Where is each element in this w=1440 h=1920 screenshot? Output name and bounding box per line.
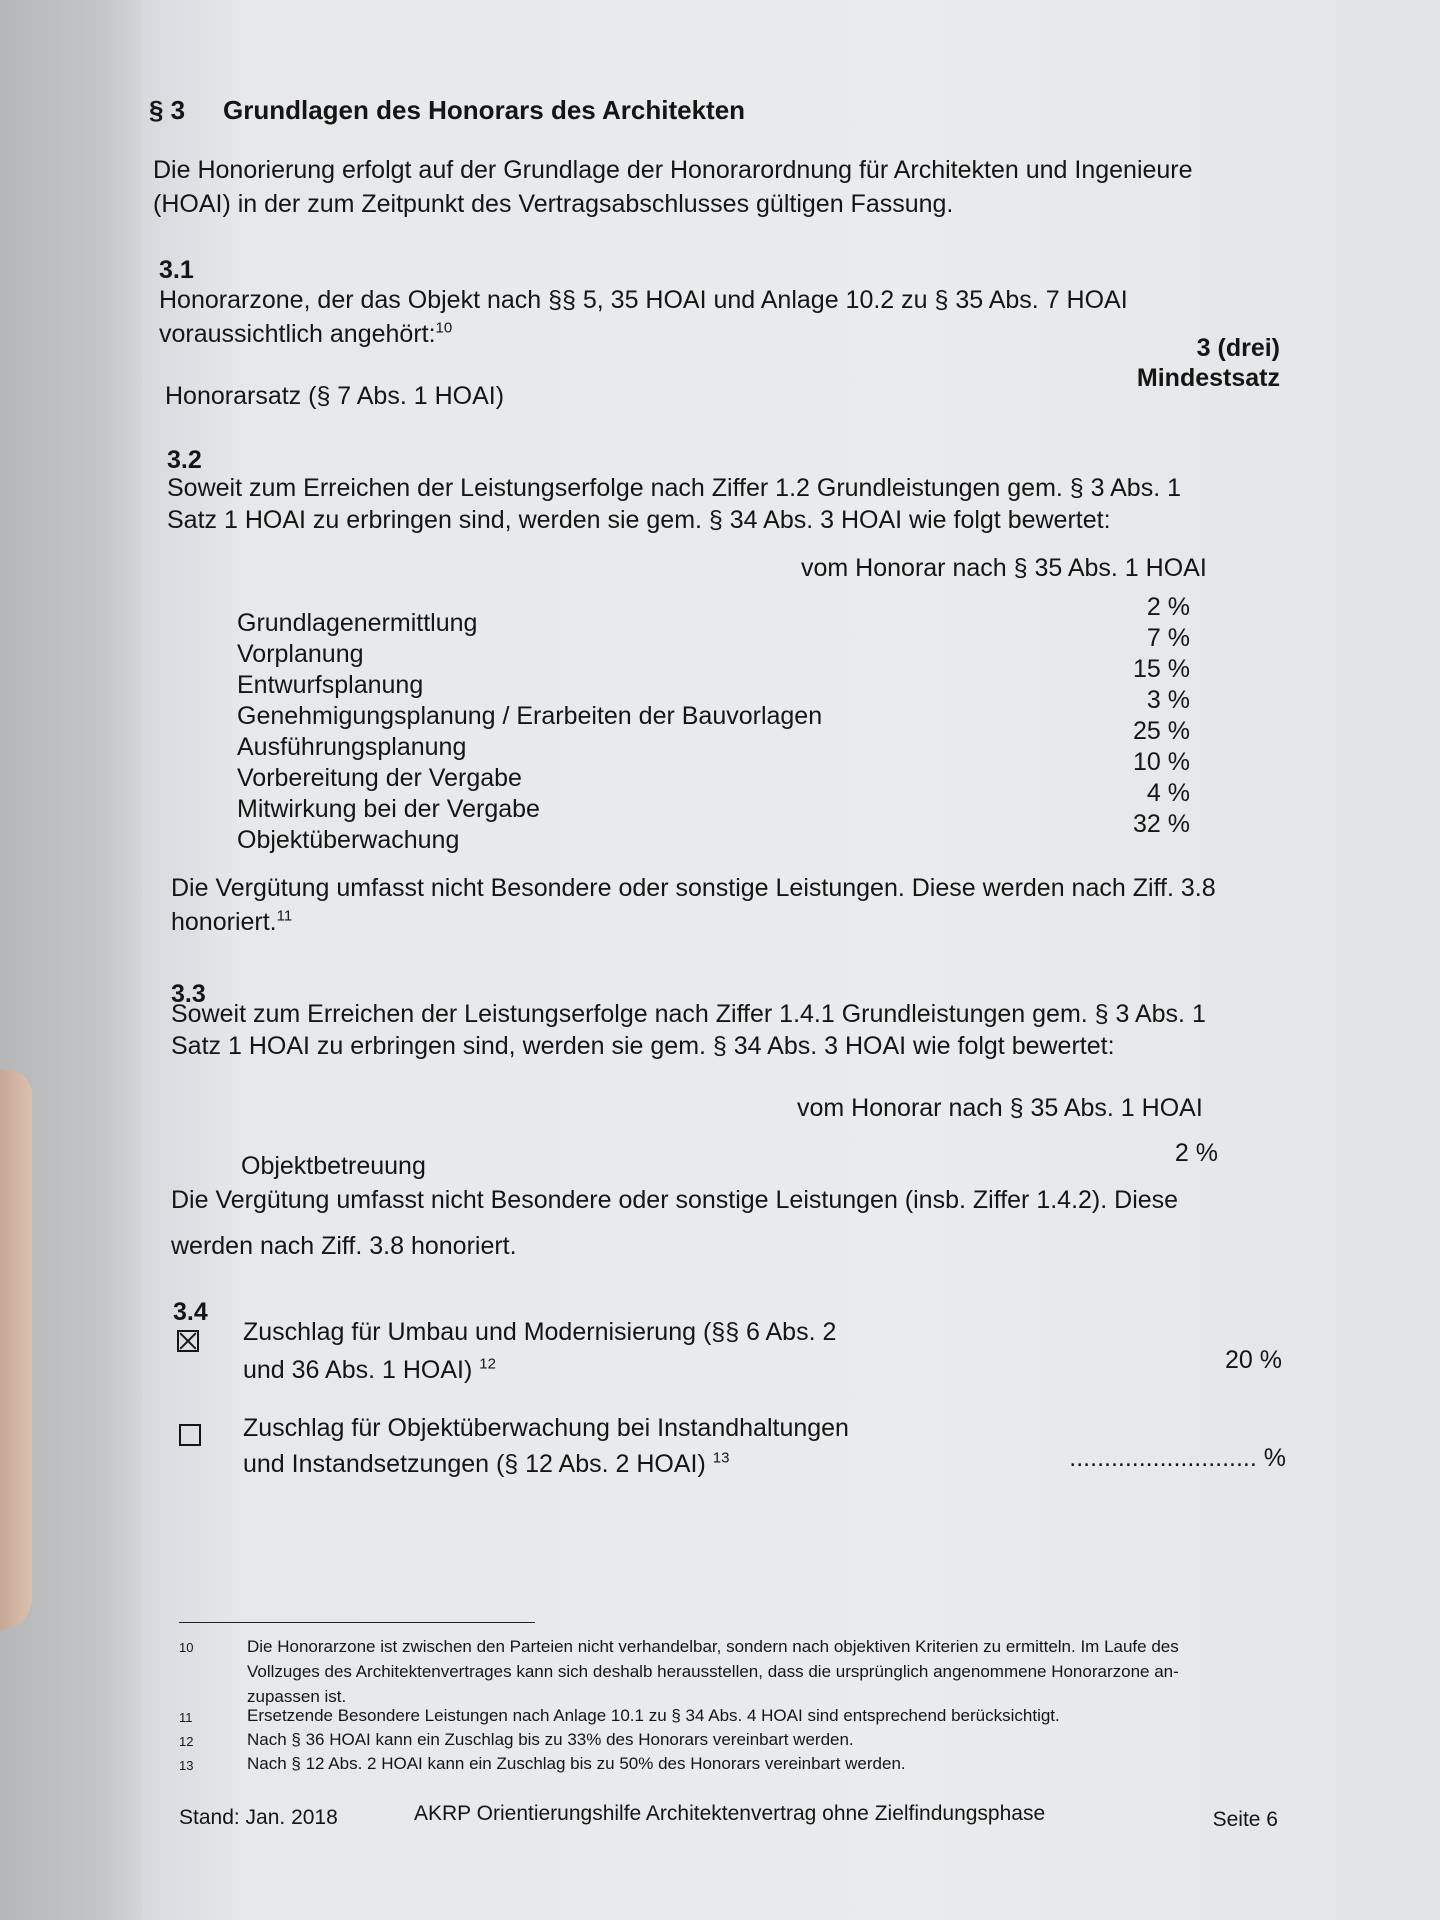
subsection-3-1-number: 3.1: [159, 256, 194, 284]
footnote-10-line-2: Vollzuges des Architektenvertrages kann sich deshalb herausstellen, dass die ursprünglich angenommene Honorarzone an-: [247, 1662, 1179, 1681]
phase-percentage: 10 %: [1133, 748, 1190, 776]
phase-percentage: 32 %: [1133, 810, 1190, 838]
intro-line-2: (HOAI) in der zum Zeitpunkt des Vertragsabschlusses gültigen Fassung.: [153, 190, 954, 218]
document-page: [143, 0, 1440, 1920]
footnote-10-line-3: zupassen ist.: [247, 1687, 347, 1706]
finger: [0, 1070, 32, 1630]
s33-note-line-1: Die Vergütung umfasst nicht Besondere oder sonstige Leistungen (insb. Ziffer 1.4.2). Diese: [171, 1186, 1179, 1214]
footnote-ref-11: 11: [276, 907, 293, 925]
phase-percentage: 4 %: [1146, 779, 1190, 807]
honorarsatz-value: Mindestsatz: [1136, 364, 1280, 392]
s33-line-2: Satz 1 HOAI zu erbringen sind, werden sie gem. § 34 Abs. 3 HOAI wie folgt bewertet:: [171, 1032, 1115, 1060]
footnote-separator: [179, 1622, 535, 1623]
section-number: § 3: [149, 95, 186, 125]
subsection-3-4-number: 3.4: [173, 1298, 208, 1326]
phase-percentage: 7 %: [1146, 624, 1190, 652]
zuschlag-umbau-value: 20 %: [1225, 1346, 1282, 1374]
honorarsatz-label: Honorarsatz (§ 7 Abs. 1 HOAI): [165, 382, 505, 410]
phase-percentage: 2 %: [1146, 593, 1190, 621]
zuschlag-instandhaltung-line-2: und Instandsetzungen (§ 12 Abs. 2 HOAI) $^{13}$: [243, 1449, 730, 1478]
s32-line-2: Satz 1 HOAI zu erbringen sind, werden sie gem. § 34 Abs. 3 HOAI wie folgt bewertet:: [167, 506, 1111, 534]
s32-note-line-1: Die Vergütung umfasst nicht Besondere oder sonstige Leistungen. Diese werden nach Ziff. 3.8: [171, 874, 1216, 902]
s33-line-1: Soweit zum Erreichen der Leistungserfolge nach Ziffer 1.4.1 Grundleistungen gem. § 3 Abs. 1: [171, 1000, 1206, 1028]
footnote-ref-10: 10: [435, 319, 453, 337]
phase-label: Mitwirkung bei der Vergabe: [237, 795, 540, 823]
phase-label: Genehmigungsplanung / Erarbeiten der Bauvorlagen: [237, 702, 823, 730]
zuschlag-umbau-line-2: und 36 Abs. 1 HOAI) $^{12}$: [243, 1355, 496, 1384]
phase-label: Grundlagenermittlung: [237, 609, 478, 637]
phase-label: Vorbereitung der Vergabe: [237, 764, 522, 792]
s31-line-1: Honorarzone, der das Objekt nach §§ 5, 35 HOAI und Anlage 10.2 zu § 35 Abs. 7 HOAI: [159, 286, 1128, 314]
phase-percentage: 15 %: [1133, 655, 1190, 683]
phase-label: Vorplanung: [237, 640, 364, 668]
zuschlag-instandhaltung-line-1: Zuschlag für Objektüberwachung bei Instandhaltungen: [243, 1414, 849, 1442]
footnote-10-line-1: Die Honorarzone ist zwischen den Parteien nicht verhandelbar, sondern nach objektiven Kriterien zu ermitteln. Im Laufe des: [247, 1637, 1179, 1656]
checkbox-umbau-checked[interactable]: [177, 1330, 199, 1352]
footnote-ref-13: 13: [712, 1449, 730, 1467]
s33-column-header: vom Honorar nach § 35 Abs. 1 HOAI: [797, 1094, 1203, 1122]
footnote-12-text: Nach § 36 HOAI kann ein Zuschlag bis zu 33% des Honorars vereinbart werden.: [247, 1730, 854, 1749]
phase-label: Ausführungsplanung: [237, 733, 467, 761]
footnote-number: 11: [179, 1710, 193, 1725]
background-left: [0, 0, 150, 1920]
phase-label-objektbetreuung: Objektbetreuung: [241, 1152, 426, 1180]
footnote-11-text: Ersetzende Besondere Leistungen nach Anlage 10.1 zu § 34 Abs. 4 HOAI sind entsprechend berücksichtigt.: [247, 1706, 1060, 1725]
zuschlag-umbau-line-1: Zuschlag für Umbau und Modernisierung (§§ 6 Abs. 2: [243, 1318, 837, 1346]
s33-note-line-2: werden nach Ziff. 3.8 honoriert.: [171, 1232, 517, 1260]
intro-line-1: Die Honorierung erfolgt auf der Grundlage der Honorarordnung für Architekten und Ingenieure: [153, 156, 1193, 184]
zuschlag-instandhaltung-value-field[interactable]: ........................... %: [1069, 1444, 1286, 1472]
footer-page-number: Seite 6: [1212, 1808, 1278, 1831]
footnote-number: 12: [179, 1734, 194, 1749]
s32-line-1: Soweit zum Erreichen der Leistungserfolge nach Ziffer 1.2 Grundleistungen gem. § 3 Abs. 1: [167, 474, 1182, 502]
s31-line-2: voraussichtlich angehört:$^{10}$: [159, 319, 453, 348]
footer-date: Stand: Jan. 2018: [179, 1806, 338, 1829]
subsection-3-3-number: 3.3: [171, 980, 206, 1008]
footnote-number: 10: [179, 1640, 194, 1655]
section-title: Grundlagen des Honorars des Architekten: [223, 95, 746, 125]
phase-percentage: 25 %: [1133, 717, 1190, 745]
s32-column-header: vom Honorar nach § 35 Abs. 1 HOAI: [801, 554, 1207, 582]
s32-note-line-2: honoriert.$^{11}$: [171, 907, 293, 936]
phase-label: Entwurfsplanung: [237, 671, 424, 699]
phase-percentage-objektbetreuung: 2 %: [1174, 1139, 1218, 1167]
footnote-ref-12: 12: [479, 1355, 496, 1373]
footer-title: AKRP Orientierungshilfe Architektenvertrag ohne Zielfindungsphase: [414, 1802, 1046, 1825]
checkbox-instandhaltung-unchecked[interactable]: [179, 1424, 201, 1446]
subsection-3-2-number: 3.2: [167, 446, 202, 474]
phase-label: Objektüberwachung: [237, 826, 460, 854]
phase-percentage: 3 %: [1146, 686, 1190, 714]
footnote-13-text: Nach § 12 Abs. 2 HOAI kann ein Zuschlag bis zu 50% des Honorars vereinbart werden.: [247, 1754, 906, 1773]
footnote-number: 13: [179, 1758, 194, 1773]
honorarzone-value: 3 (drei): [1196, 334, 1280, 362]
